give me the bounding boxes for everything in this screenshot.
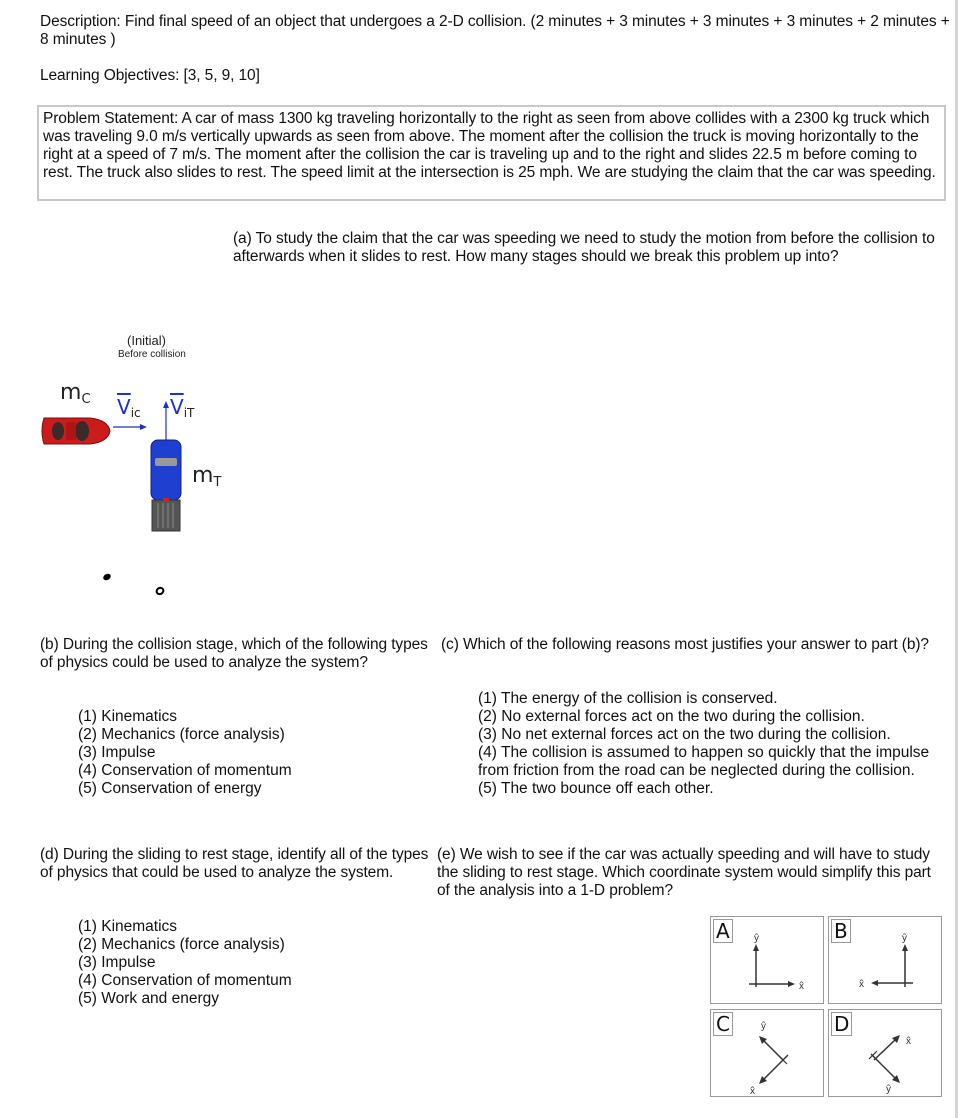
question-d-option: (3) Impulse — [78, 954, 156, 971]
coord-choice-letter: A — [713, 919, 733, 943]
description-text: Find final speed of an object that undergoes a 2-D collision. (2 minutes + 3 minutes + 3 minutes + 3 minutes + 2 minutes + 8 minutes ) — [40, 13, 950, 48]
svg-text:ŷ: ŷ — [886, 1084, 891, 1095]
coord-choice-a — [710, 916, 824, 1004]
question-d-option: (1) Kinematics — [78, 918, 178, 935]
car-velocity-arrow-icon — [113, 424, 147, 430]
coord-choice-letter: B — [831, 919, 851, 943]
svg-text:x̂: x̂ — [906, 1036, 911, 1047]
truck-mass-symbol: m — [192, 463, 214, 488]
car-velocity-symbol: $\overline{V}$ — [117, 395, 131, 419]
car-velocity-subscript: ic — [130, 406, 141, 420]
question-e — [437, 846, 942, 900]
figure-subtitle: Before collision — [118, 349, 186, 360]
svg-text:x̂: x̂ — [859, 979, 864, 990]
question-b — [40, 636, 435, 672]
red-car-icon — [42, 418, 110, 444]
question-b-option: (2) Mechanics (force analysis) — [78, 726, 285, 743]
car-mass-subscript: C — [81, 392, 91, 407]
description — [40, 13, 950, 49]
question-b-option: (5) Conservation of energy — [78, 780, 262, 797]
question-c-option: (3) No net external forces act on the two during the collision. — [478, 726, 891, 743]
svg-text:ŷ: ŷ — [754, 933, 759, 944]
question-b-option: (3) Impulse — [78, 744, 156, 761]
question-c-label: (c) — [441, 636, 459, 653]
question-c-option: (4) The collision is assumed to happen so quickly that the impulse from friction from the road can be neglected during the collision. — [478, 744, 930, 779]
svg-text:ŷ: ŷ — [761, 1021, 766, 1032]
question-c-options — [478, 690, 938, 798]
question-d-label: (d) — [40, 846, 59, 863]
question-a-label: (a) — [233, 230, 252, 247]
question-d-option: (5) Work and energy — [78, 990, 219, 1007]
svg-text:x̂: x̂ — [750, 1086, 755, 1097]
question-b-text: During the collision stage, which of the following types of physics could be used to analyze the system? — [40, 636, 428, 671]
axes-x-left-y-up-icon — [829, 917, 943, 1005]
problem-statement-box — [37, 105, 946, 201]
question-e-label: (e) — [437, 846, 456, 863]
truck-mass-subscript: T — [213, 475, 222, 490]
question-c-option: (1) The energy of the collision is conserved. — [478, 690, 778, 707]
question-d-text: During the sliding to rest stage, identify all of the types of physics that could be used to analyze the system. — [40, 846, 429, 881]
axes-x-right-y-up-icon — [711, 917, 825, 1005]
coord-choice-d — [828, 1009, 942, 1097]
question-e-text: We wish to see if the car was actually speeding and will have to study the sliding to rest stage. Which coordinate system would simplify this part of the analysis into a 1-D problem? — [437, 846, 931, 899]
question-b-option: (4) Conservation of momentum — [78, 762, 292, 779]
question-a — [233, 230, 948, 266]
truck-velocity-arrow-icon — [163, 401, 169, 440]
question-d-option: (4) Conservation of momentum — [78, 972, 292, 989]
axes-rotated-c-icon — [711, 1010, 825, 1098]
learning-objectives-label: Learning Objectives: — [40, 67, 180, 84]
problem-statement-label: Problem Statement: — [43, 110, 179, 127]
svg-text:x̂: x̂ — [799, 981, 804, 992]
description-label: Description: — [40, 13, 121, 30]
car-mass-symbol: m — [60, 380, 82, 405]
question-c — [441, 636, 941, 654]
coord-choice-letter: C — [713, 1012, 733, 1036]
coord-choice-letter: D — [831, 1012, 852, 1036]
question-c-text: Which of the following reasons most justifies your answer to part (b)? — [463, 636, 929, 653]
question-b-option: (1) Kinematics — [78, 708, 178, 725]
question-d — [40, 846, 435, 882]
debris-icon — [155, 587, 164, 596]
truck-velocity-symbol: $\overline{V}$ — [170, 395, 184, 419]
question-d-option: (2) Mechanics (force analysis) — [78, 936, 285, 953]
page-right-border — [955, 0, 958, 1118]
problem-statement — [43, 110, 940, 182]
question-c-option: (2) No external forces act on the two during the collision. — [478, 708, 865, 725]
blue-truck-icon — [151, 440, 181, 531]
learning-objectives-text: [3, 5, 9, 10] — [183, 67, 260, 84]
collision-figure — [30, 400, 250, 610]
question-a-text: To study the claim that the car was speeding we need to study the motion from before the collision to afterwards when it slides to rest. How many stages should we break this problem up into? — [233, 230, 935, 265]
axes-rotated-d-icon — [829, 1010, 943, 1098]
question-b-label: (b) — [40, 636, 59, 653]
truck-velocity-subscript: iT — [183, 406, 195, 420]
question-d-options — [78, 918, 292, 1008]
figure-title: (Initial) — [127, 333, 167, 348]
coord-choice-b — [828, 916, 942, 1004]
coord-choice-c — [710, 1009, 824, 1097]
question-b-options — [78, 708, 292, 798]
question-c-option: (5) The two bounce off each other. — [478, 780, 714, 797]
problem-statement-text: A car of mass 1300 kg traveling horizontally to the right as seen from above collides with a 2300 kg truck which was traveling 9.0 m/s vertically upwards as seen from above. The moment after the collision the truck is moving horizontally to the right at a speed of 7 m/s. The moment after the collision the car is traveling up and to the right and slides 22.5 m before coming to rest. The truck also slides to rest. The speed limit at the intersection is 25 mph. We are studying the claim that the car was speeding. — [43, 110, 936, 181]
debris-icon — [102, 572, 112, 581]
svg-text:ŷ: ŷ — [902, 933, 907, 944]
learning-objectives — [40, 67, 260, 85]
